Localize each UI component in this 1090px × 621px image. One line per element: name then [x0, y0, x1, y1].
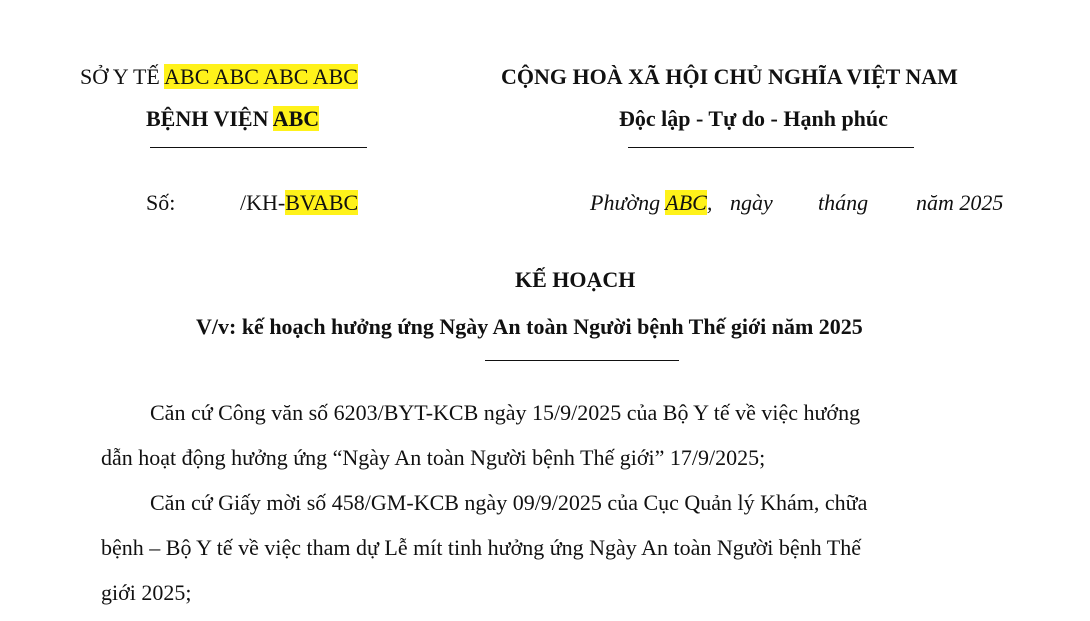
- date-thang: tháng: [818, 190, 869, 215]
- reference-code-prefix: /KH-: [240, 190, 286, 215]
- document-heading: KẾ HOẠCH: [515, 267, 636, 292]
- ministry-name-highlight: ABC ABC ABC ABC: [164, 64, 358, 89]
- para2-line2: bệnh – Bộ Y tế về việc tham dự Lễ mít tinh hưởng ứng Ngày An toàn Người bệnh Thế: [101, 535, 861, 560]
- place-comma: ,: [706, 190, 713, 215]
- date-nam: năm 2025: [916, 190, 1004, 215]
- left-header-underline: [150, 147, 367, 148]
- ward-prefix: Phường: [590, 190, 666, 215]
- so-label: Số:: [146, 190, 176, 215]
- reference-code-unit-highlight: BVABC: [285, 190, 359, 215]
- hospital-name-highlight: ABC: [272, 106, 320, 131]
- ministry-line: [80, 62, 358, 92]
- para1-line2: dẫn hoạt động hưởng ứng “Ngày An toàn Người bệnh Thế giới” 17/9/2025;: [101, 445, 766, 470]
- reference-code: [240, 188, 358, 218]
- motto: Độc lập - Tự do - Hạnh phúc: [619, 106, 888, 131]
- para2-line3: giới 2025;: [101, 580, 192, 605]
- place-line: [590, 188, 712, 218]
- para1-line1: Căn cứ Công văn số 6203/BYT-KCB ngày 15/9/2025 của Bộ Y tế về việc hướng: [150, 400, 861, 425]
- document-subject: V/v: kế hoạch hưởng ứng Ngày An toàn Người bệnh Thế giới năm 2025: [196, 314, 863, 339]
- ward-name-highlight: ABC: [665, 190, 707, 215]
- date-ngay: ngày: [730, 190, 773, 215]
- title-underline: [485, 360, 679, 361]
- nation-title: CỘNG HOÀ XÃ HỘI CHỦ NGHĨA VIỆT NAM: [501, 64, 958, 89]
- hospital-line: [146, 104, 319, 134]
- hospital-prefix: BỆNH VIỆN: [146, 106, 273, 131]
- right-header-underline: [628, 147, 914, 148]
- para2-line1: Căn cứ Giấy mời số 458/GM-KCB ngày 09/9/2025 của Cục Quản lý Khám, chữa: [150, 490, 868, 515]
- ministry-prefix: SỞ Y TẾ: [80, 64, 165, 89]
